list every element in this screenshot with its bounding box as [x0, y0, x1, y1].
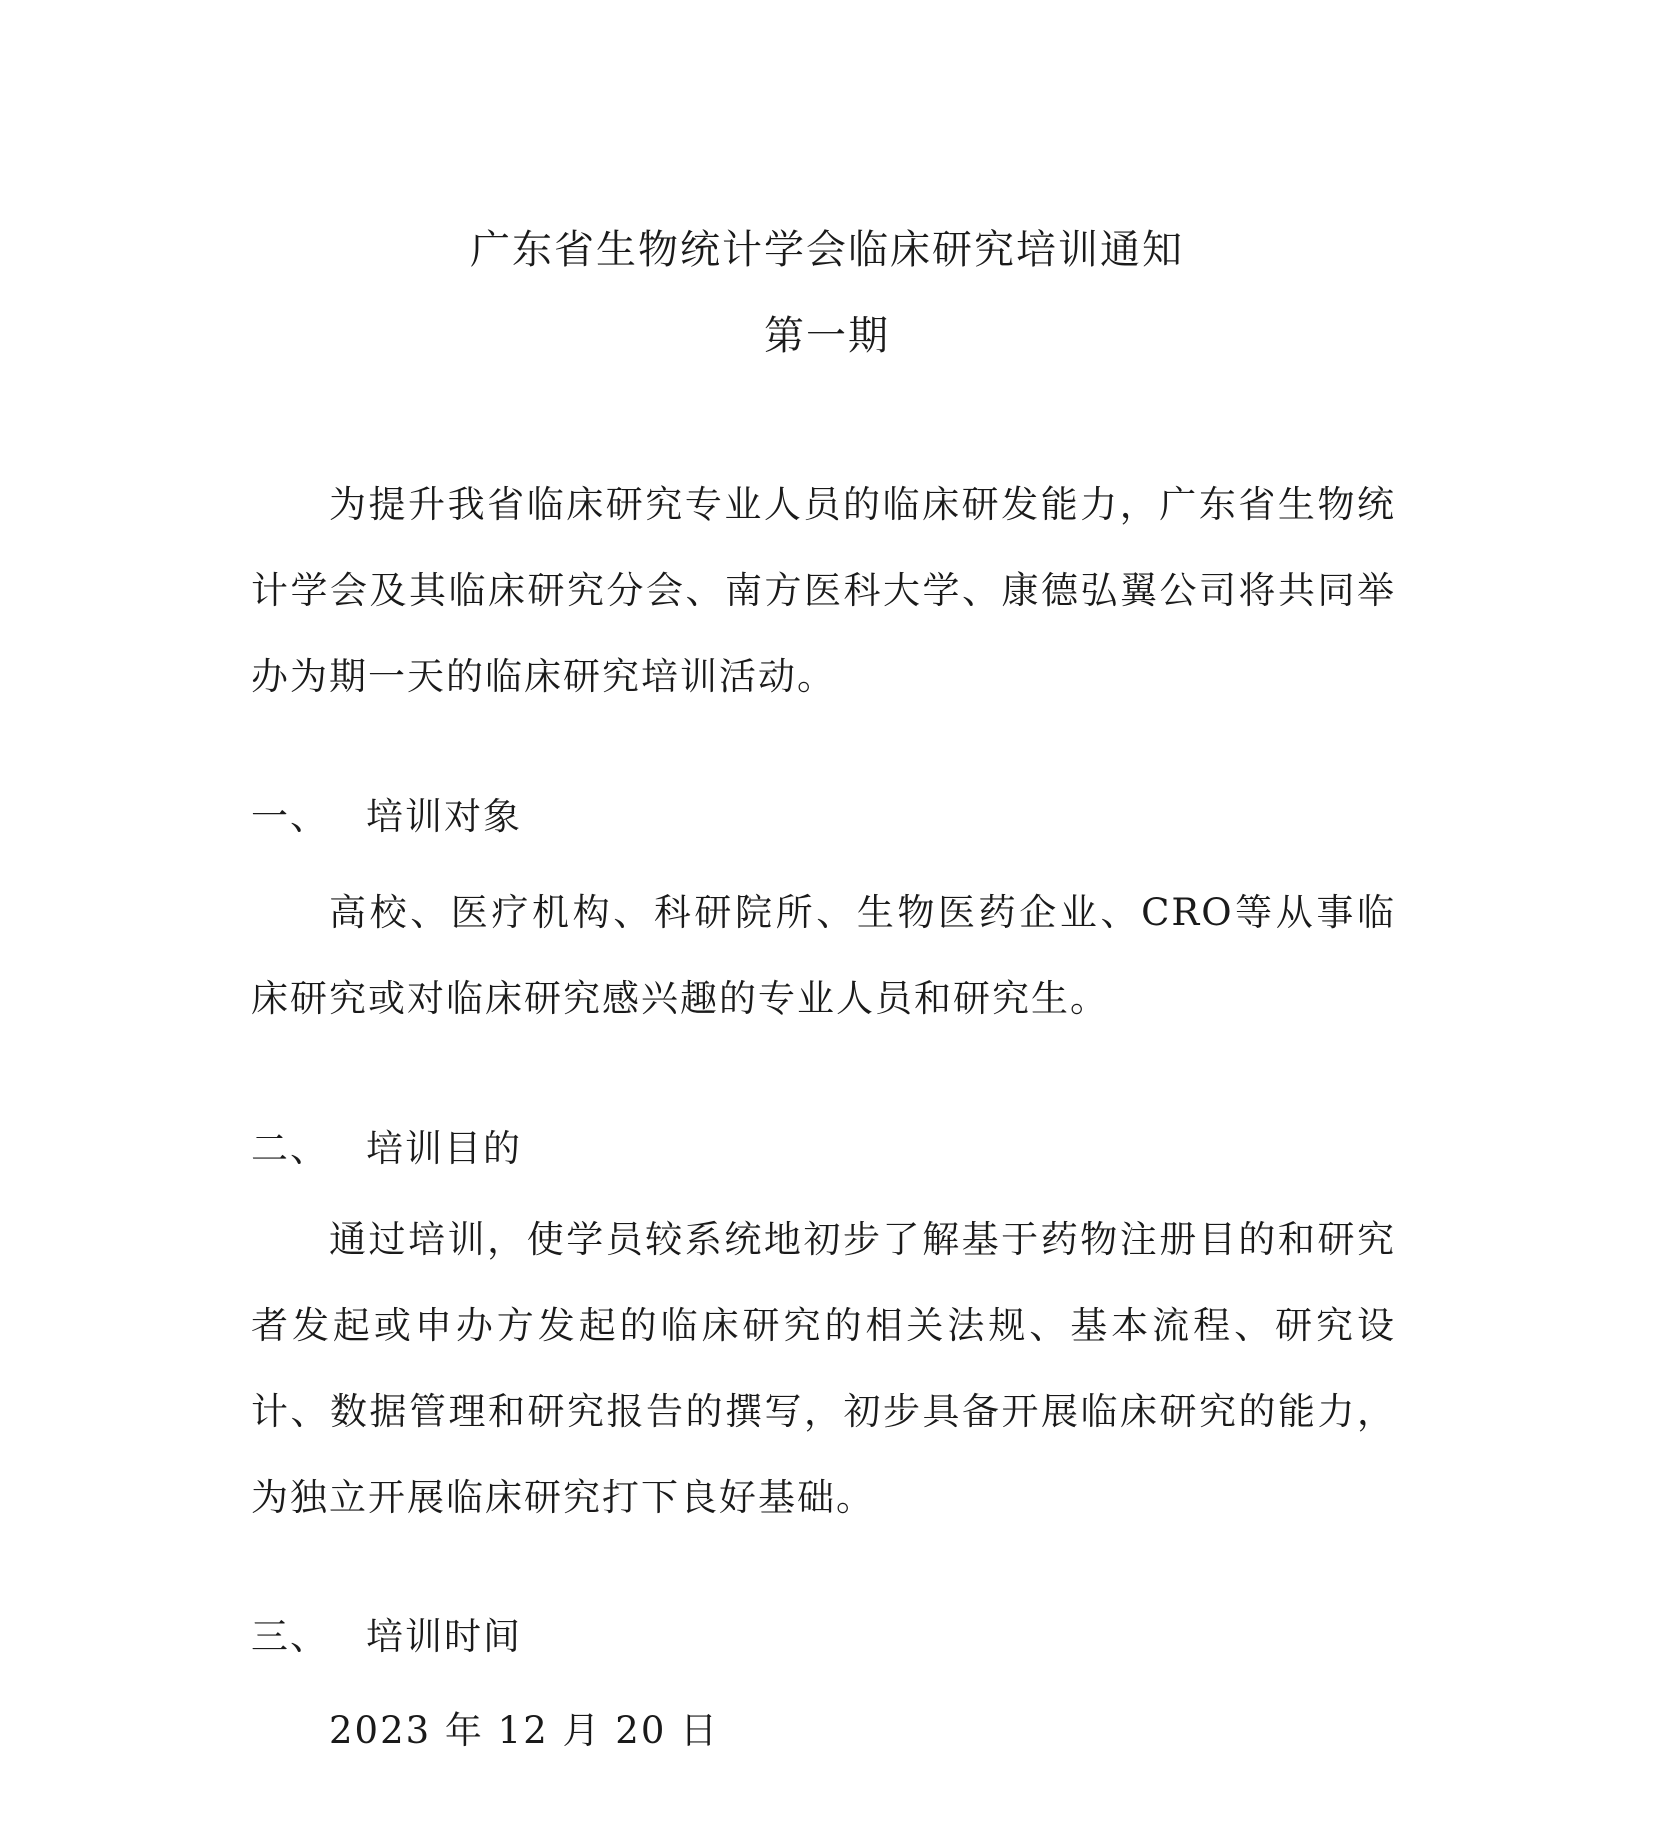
section-number: 三、: [251, 1615, 329, 1658]
section-heading: [251, 1612, 522, 1662]
section-heading-text: 培训目的: [366, 1127, 522, 1170]
section-heading: [251, 1124, 522, 1174]
document-subtitle: 第一期: [764, 313, 890, 359]
section-body: 高校、医疗机构、科研院所、生物医药企业、CRO等从事临床研究或对临床研究感兴趣的专业人员和研究生。: [251, 891, 1396, 1020]
section-heading: [251, 792, 522, 842]
section-body: 2023 年 12 月 20 日: [329, 1709, 720, 1752]
document-title: 广东省生物统计学会临床研究培训通知: [470, 227, 1184, 273]
section-number: 一、: [251, 795, 329, 838]
section-heading-text: 培训对象: [366, 795, 522, 838]
section-number: 二、: [251, 1127, 329, 1170]
section-body: 通过培训，使学员较系统地初步了解基于药物注册目的和研究者发起或申办方发起的临床研究的相关法规、基本流程、研究设计、数据管理和研究报告的撰写，初步具备开展临床研究的能力，为独立开展临床研究打下良好基础。: [251, 1218, 1396, 1519]
intro-paragraph: 为提升我省临床研究专业人员的临床研发能力，广东省生物统计学会及其临床研究分会、南方医科大学、康德弘翼公司将共同举办为期一天的临床研究培训活动。: [251, 483, 1396, 698]
section-heading-text: 培训时间: [366, 1615, 522, 1658]
